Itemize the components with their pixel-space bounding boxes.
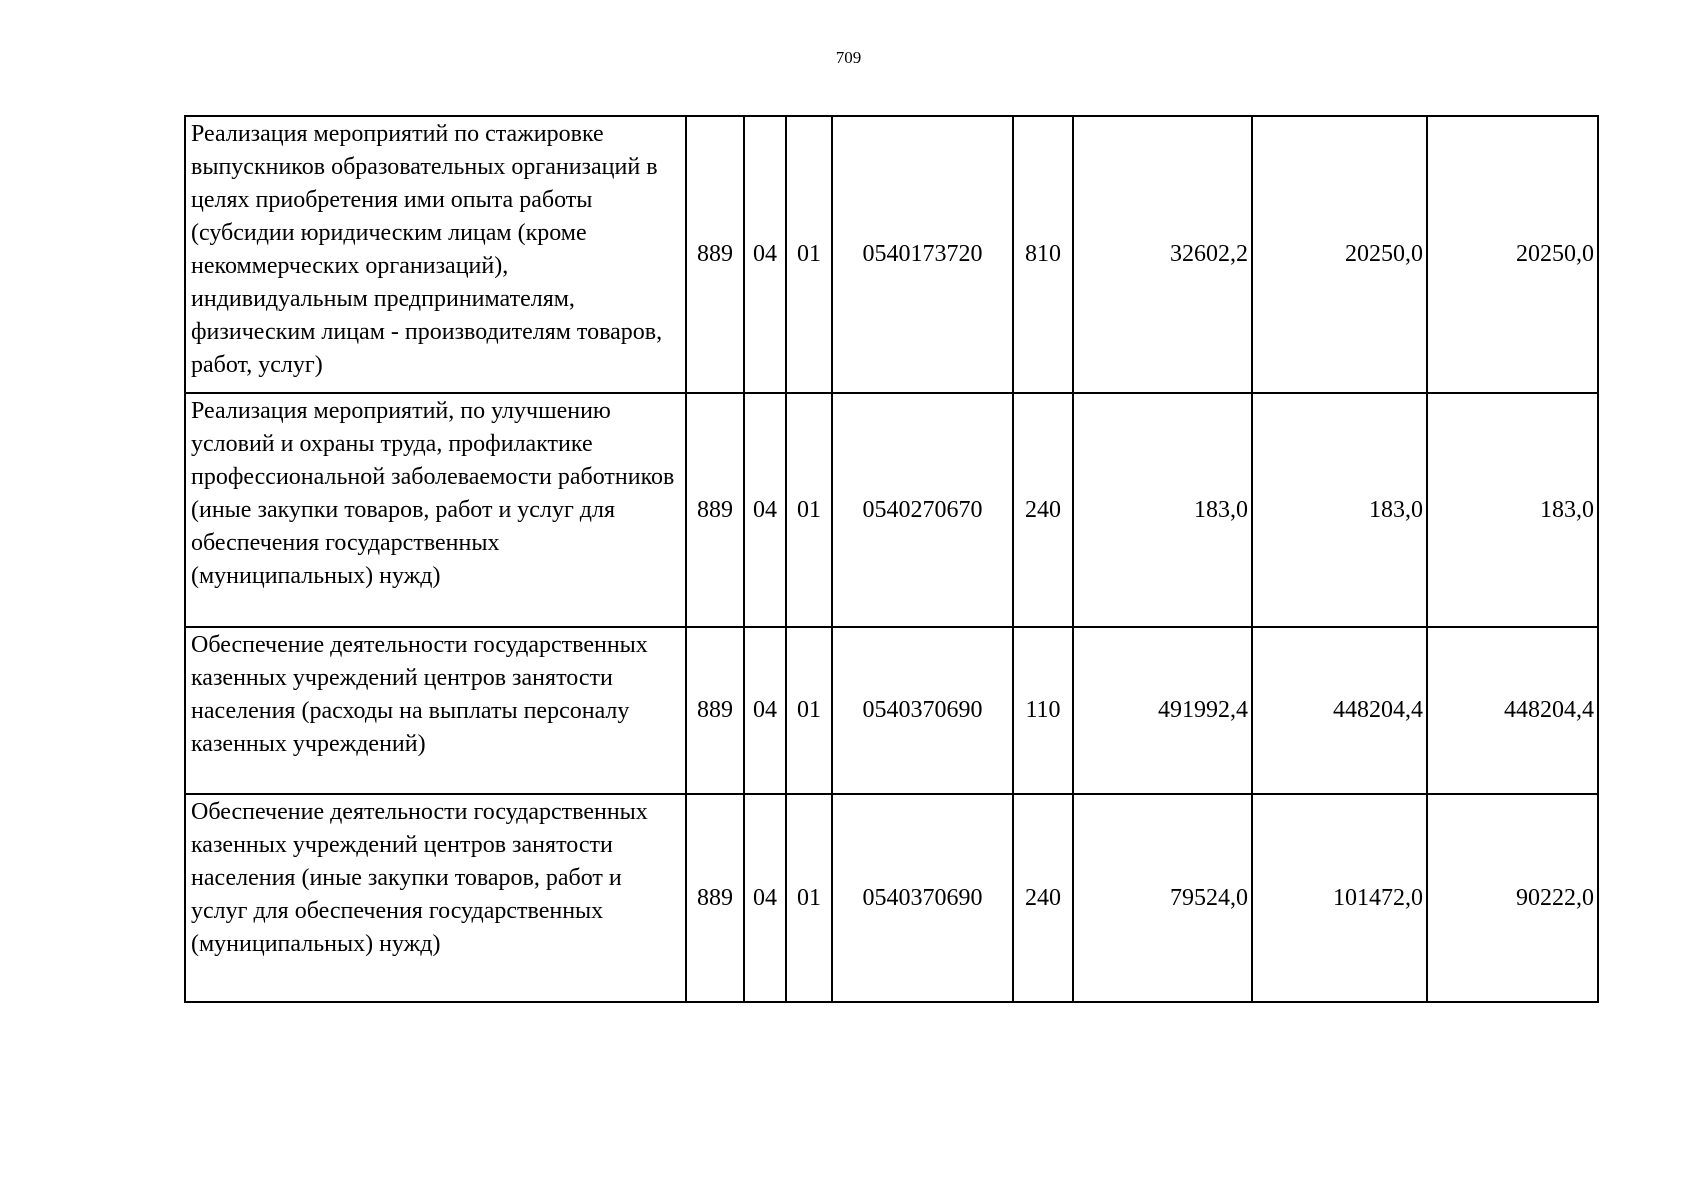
table-row bbox=[185, 627, 1598, 794]
amount-3: 20250,0 bbox=[1427, 116, 1598, 393]
target-article-code: 0540270670 bbox=[832, 393, 1013, 627]
ministry-code: 889 bbox=[686, 116, 744, 393]
amount-2: 448204,4 bbox=[1252, 627, 1427, 794]
amount-2: 101472,0 bbox=[1252, 794, 1427, 1002]
expense-type-code: 240 bbox=[1013, 393, 1073, 627]
subsection-code: 01 bbox=[786, 116, 832, 393]
target-article-code: 0540173720 bbox=[832, 116, 1013, 393]
subsection-code: 01 bbox=[786, 393, 832, 627]
target-article-code: 0540370690 bbox=[832, 627, 1013, 794]
amount-3: 183,0 bbox=[1427, 393, 1598, 627]
table-row bbox=[185, 393, 1598, 627]
budget-table bbox=[184, 115, 1599, 1003]
ministry-code: 889 bbox=[686, 393, 744, 627]
subsection-code: 01 bbox=[786, 627, 832, 794]
row-description: Обеспечение деятельности государственных казенных учреждений центров занятости населения (иные закупки товаров, работ и услуг для обеспечения государственных (муниципальных) нужд) bbox=[185, 794, 686, 1002]
section-code: 04 bbox=[744, 627, 786, 794]
amount-3: 448204,4 bbox=[1427, 627, 1598, 794]
table-row bbox=[185, 116, 1598, 393]
expense-type-code: 110 bbox=[1013, 627, 1073, 794]
page-number: 709 bbox=[835, 48, 862, 67]
ministry-code: 889 bbox=[686, 794, 744, 1002]
section-code: 04 bbox=[744, 116, 786, 393]
expense-type-code: 810 bbox=[1013, 116, 1073, 393]
amount-1: 183,0 bbox=[1073, 393, 1252, 627]
expense-type-code: 240 bbox=[1013, 794, 1073, 1002]
row-description: Реализация мероприятий, по улучшению условий и охраны труда, профилактике профессиональной заболеваемости работников (иные закупки товаров, работ и услуг для обеспечения государственных (муниципальных) нужд) bbox=[185, 393, 686, 627]
amount-1: 79524,0 bbox=[1073, 794, 1252, 1002]
amount-3: 90222,0 bbox=[1427, 794, 1598, 1002]
amount-2: 20250,0 bbox=[1252, 116, 1427, 393]
row-description: Реализация мероприятий по стажировке выпускников образовательных организаций в целях приобретения ими опыта работы (субсидии юридическим лицам (кроме некоммерческих организаций), индивидуальным предпринимателям, физическим лицам - производителям товаров, работ, услуг) bbox=[185, 116, 686, 393]
amount-2: 183,0 bbox=[1252, 393, 1427, 627]
subsection-code: 01 bbox=[786, 794, 832, 1002]
amount-1: 491992,4 bbox=[1073, 627, 1252, 794]
row-description: Обеспечение деятельности государственных казенных учреждений центров занятости населения (расходы на выплаты персоналу казенных учреждений) bbox=[185, 627, 686, 794]
section-code: 04 bbox=[744, 393, 786, 627]
target-article-code: 0540370690 bbox=[832, 794, 1013, 1002]
ministry-code: 889 bbox=[686, 627, 744, 794]
section-code: 04 bbox=[744, 794, 786, 1002]
table-row bbox=[185, 794, 1598, 1002]
amount-1: 32602,2 bbox=[1073, 116, 1252, 393]
